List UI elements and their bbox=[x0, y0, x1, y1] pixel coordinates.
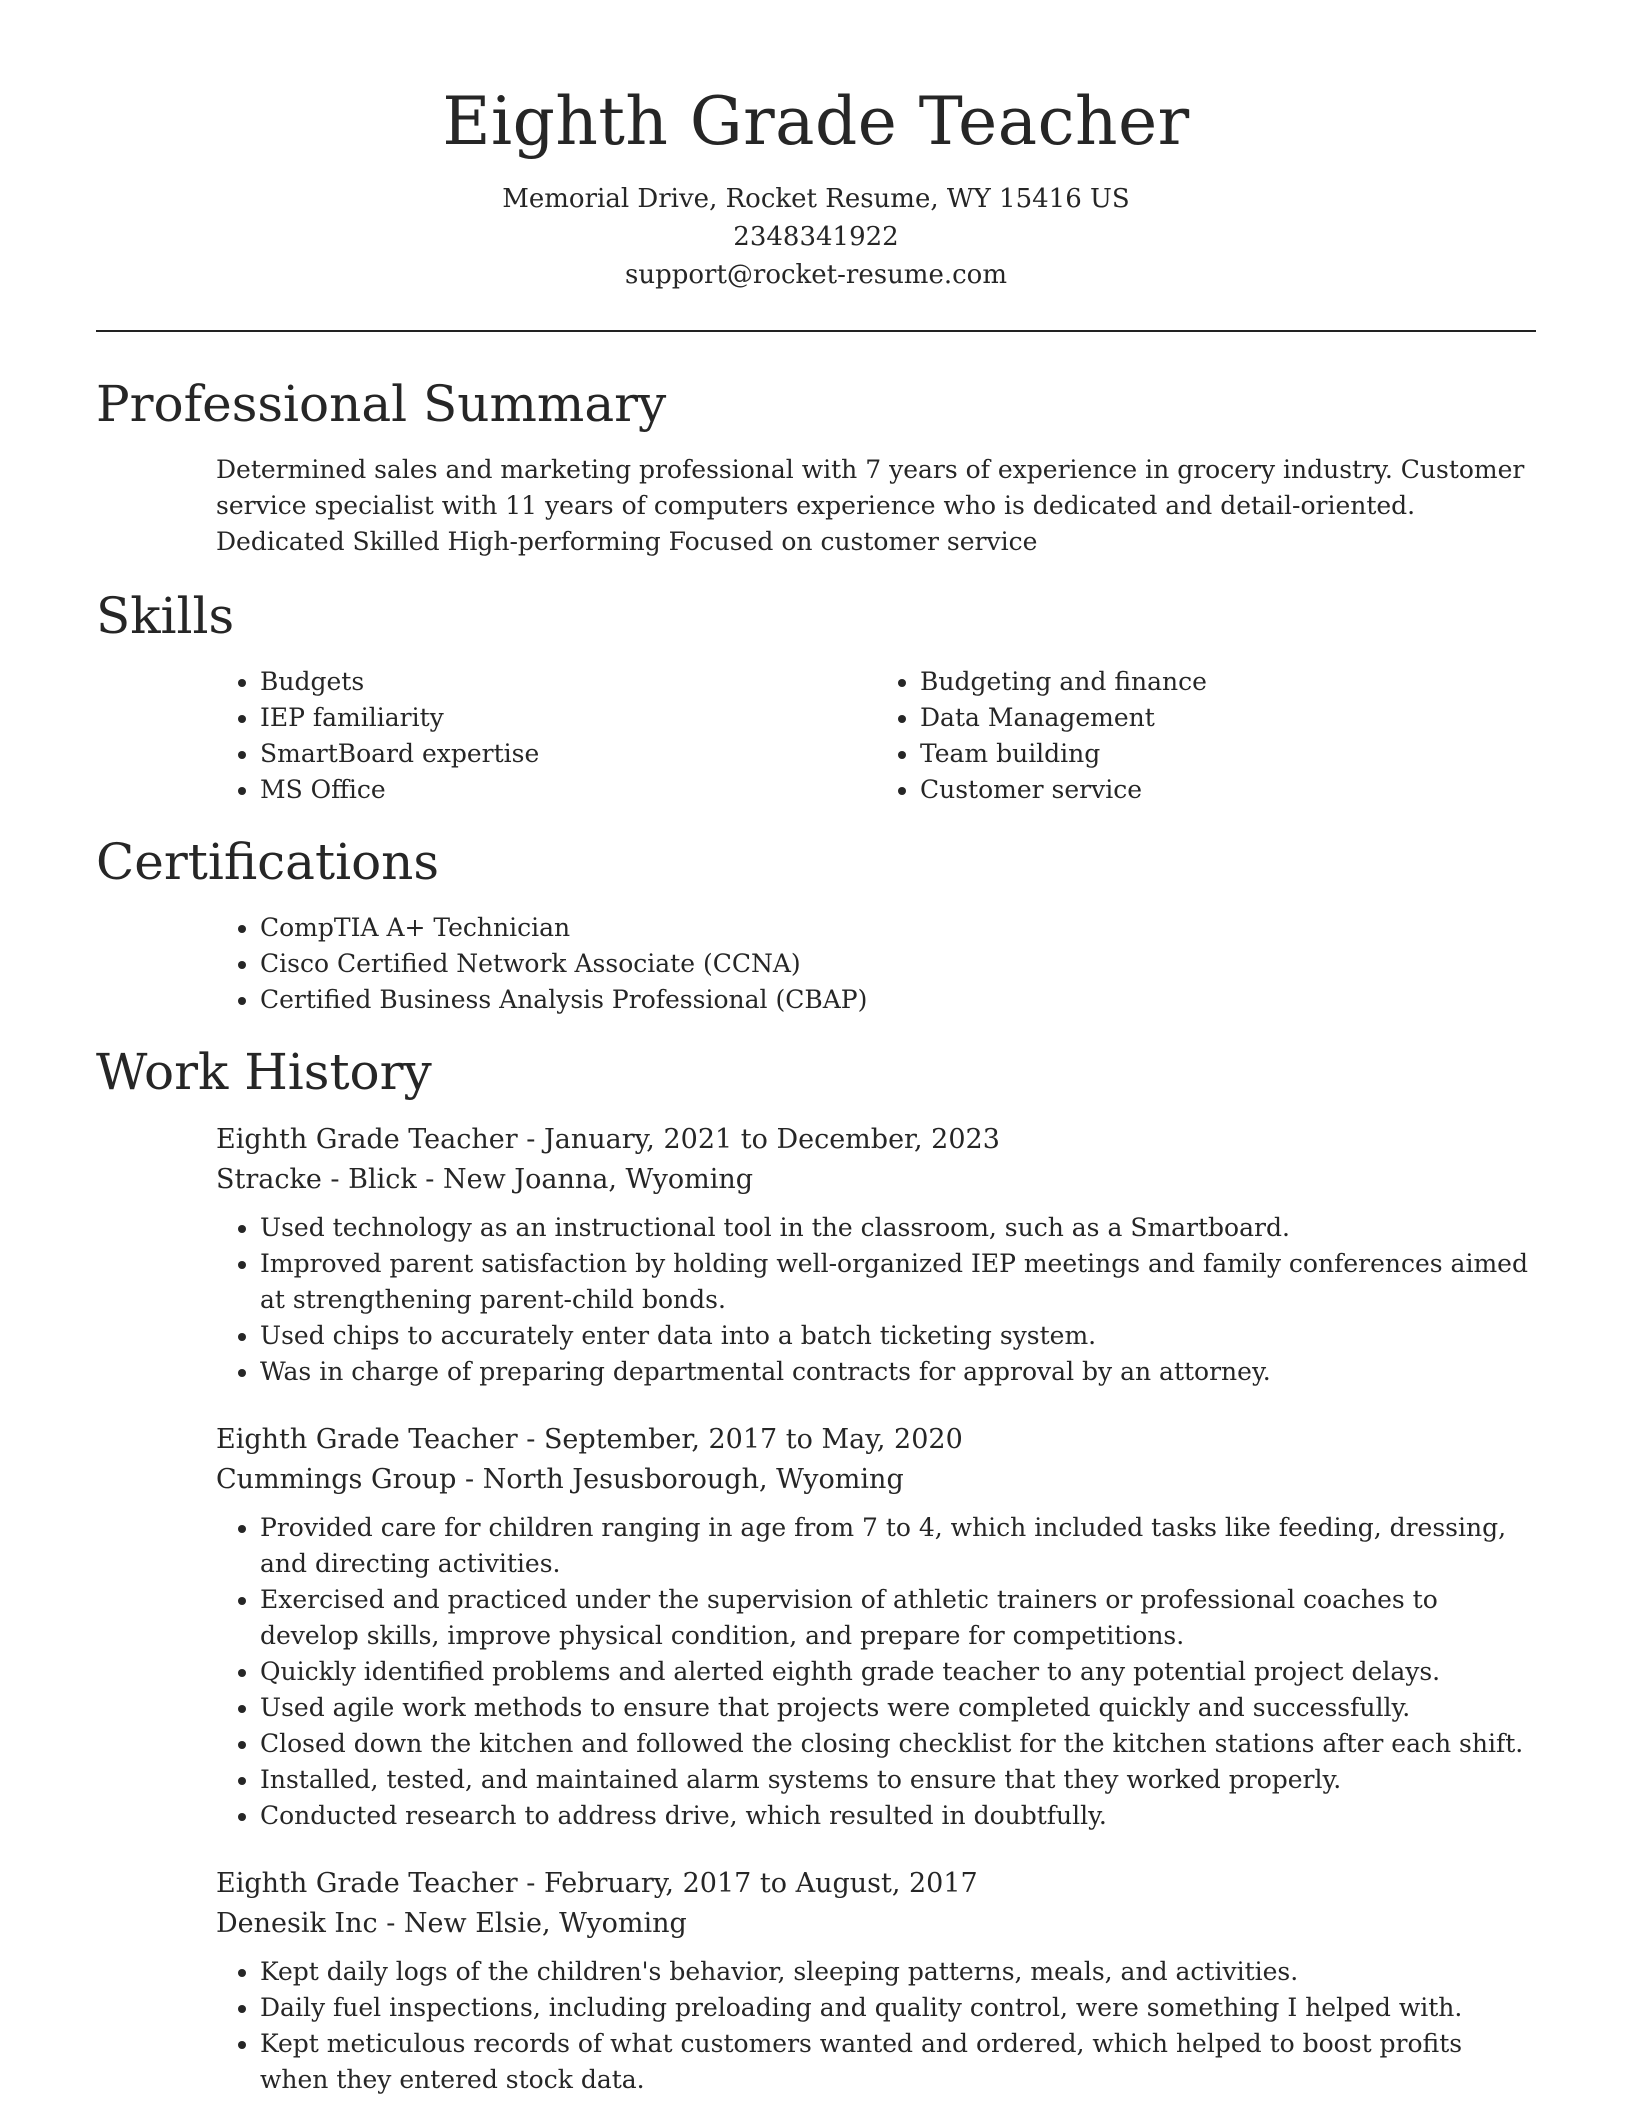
job-duties bbox=[216, 1210, 1536, 1390]
summary-text: Determined sales and marketing professional with 7 years of experience in grocery industry. Customer service specialist with 11 years of computers experience who is dedicated and detail-oriented. Dedicated Skilled High-performing Focused on customer service bbox=[216, 454, 1525, 556]
duty-item: • Was in charge of preparing departmental contracts for approval by an attorney. bbox=[260, 1354, 1536, 1390]
address: Memorial Drive, Rocket Resume, WY 15416 US bbox=[502, 183, 1130, 214]
job-title-line: Eighth Grade Teacher - January, 2021 to December, 2023 bbox=[216, 1123, 1000, 1155]
skills-column-1 bbox=[216, 664, 876, 808]
duty-item: • Quickly identified problems and alerted eighth grade teacher to any potential project delays. bbox=[260, 1654, 1536, 1690]
skills-section bbox=[96, 586, 1536, 808]
certification-item: • Cisco Certified Network Associate (CCNA) bbox=[260, 946, 1536, 982]
job-duties bbox=[216, 1510, 1536, 1834]
skill-item: • SmartBoard expertise bbox=[260, 736, 876, 772]
job-location: New Elsie, Wyoming bbox=[403, 1907, 687, 1939]
job-company: Stracke - Blick bbox=[216, 1163, 417, 1195]
job-company-line: Cummings Group - North Jesusborough, Wyoming bbox=[216, 1463, 904, 1495]
job-company-line: Stracke - Blick - New Joanna, Wyoming bbox=[216, 1163, 754, 1195]
duty-item: • Closed down the kitchen and followed the closing checklist for the kitchen stations after each shift. bbox=[260, 1726, 1536, 1762]
job-title: Eighth Grade Teacher bbox=[216, 1123, 518, 1155]
candidate-name: Eighth Grade Teacher bbox=[442, 83, 1190, 160]
skill-item: • Customer service bbox=[920, 772, 1536, 808]
job-entry bbox=[216, 1120, 1536, 1390]
duty-item: • Used technology as an instructional tool in the classroom, such as a Smartboard. bbox=[260, 1210, 1536, 1246]
job-location: North Jesusborough, Wyoming bbox=[482, 1463, 904, 1495]
job-dates: February, 2017 to August, 2017 bbox=[543, 1867, 978, 1899]
duty-item: • Installed, tested, and maintained alarm systems to ensure that they worked properly. bbox=[260, 1762, 1536, 1798]
certification-item: • CompTIA A+ Technician bbox=[260, 910, 1536, 946]
summary-heading: Professional Summary bbox=[96, 374, 667, 433]
certifications-section bbox=[96, 832, 1536, 1018]
skill-item: • Budgets bbox=[260, 664, 876, 700]
phone: 2348341922 bbox=[733, 221, 899, 252]
certifications-heading: Certifications bbox=[96, 832, 440, 891]
work-history-section bbox=[96, 1042, 1536, 2098]
duty-item: • Exercised and practiced under the supervision of athletic trainers or professional coaches to develop skills, improve physical condition, and prepare for competitions. bbox=[260, 1582, 1536, 1654]
skill-item: • IEP familiarity bbox=[260, 700, 876, 736]
job-dates: September, 2017 to May, 2020 bbox=[543, 1423, 963, 1455]
certifications-list bbox=[216, 910, 1536, 1018]
job-company: Denesik Inc bbox=[216, 1907, 378, 1939]
job-title-line: Eighth Grade Teacher - February, 2017 to August, 2017 bbox=[216, 1867, 978, 1899]
contact-info bbox=[96, 180, 1536, 294]
duty-item: • Used agile work methods to ensure that projects were completed quickly and successfully. bbox=[260, 1690, 1536, 1726]
header-divider bbox=[96, 330, 1536, 332]
skills-heading: Skills bbox=[96, 586, 235, 645]
certification-item: • Certified Business Analysis Professional (CBAP) bbox=[260, 982, 1536, 1018]
resume-header bbox=[96, 0, 1536, 294]
skill-item: • MS Office bbox=[260, 772, 876, 808]
job-company: Cummings Group bbox=[216, 1463, 457, 1495]
job-company-line: Denesik Inc - New Elsie, Wyoming bbox=[216, 1907, 687, 1939]
job-title: Eighth Grade Teacher bbox=[216, 1423, 518, 1455]
email: support@rocket-resume.com bbox=[624, 259, 1007, 290]
job-entry bbox=[216, 1420, 1536, 1834]
duty-item: • Kept meticulous records of what customers wanted and ordered, which helped to boost profits when they entered stock data. bbox=[260, 2026, 1536, 2098]
skills-column-2 bbox=[876, 664, 1536, 808]
work-history-heading: Work History bbox=[96, 1042, 432, 1101]
job-location: New Joanna, Wyoming bbox=[443, 1163, 754, 1195]
duty-item: • Improved parent satisfaction by holding well-organized IEP meetings and family conferences aimed at strengthening parent-child bonds. bbox=[260, 1246, 1536, 1318]
duty-item: • Provided care for children ranging in age from 7 to 4, which included tasks like feeding, dressing, and directing activities. bbox=[260, 1510, 1536, 1582]
summary-section bbox=[96, 374, 1536, 560]
duty-item: • Conducted research to address drive, which resulted in doubtfully. bbox=[260, 1798, 1536, 1834]
job-title-line: Eighth Grade Teacher - September, 2017 to May, 2020 bbox=[216, 1423, 963, 1455]
skill-item: • Data Management bbox=[920, 700, 1536, 736]
job-dates: January, 2021 to December, 2023 bbox=[543, 1123, 1000, 1155]
job-title: Eighth Grade Teacher bbox=[216, 1867, 518, 1899]
duty-item: • Used chips to accurately enter data into a batch ticketing system. bbox=[260, 1318, 1536, 1354]
skills-columns bbox=[216, 664, 1536, 808]
skill-item: • Team building bbox=[920, 736, 1536, 772]
job-entry bbox=[216, 1864, 1536, 2098]
duty-item: • Kept daily logs of the children's behavior, sleeping patterns, meals, and activities. bbox=[260, 1954, 1536, 1990]
duty-item: • Daily fuel inspections, including preloading and quality control, were something I helped with. bbox=[260, 1990, 1536, 2026]
job-duties bbox=[216, 1954, 1536, 2098]
skill-item: • Budgeting and finance bbox=[920, 664, 1536, 700]
